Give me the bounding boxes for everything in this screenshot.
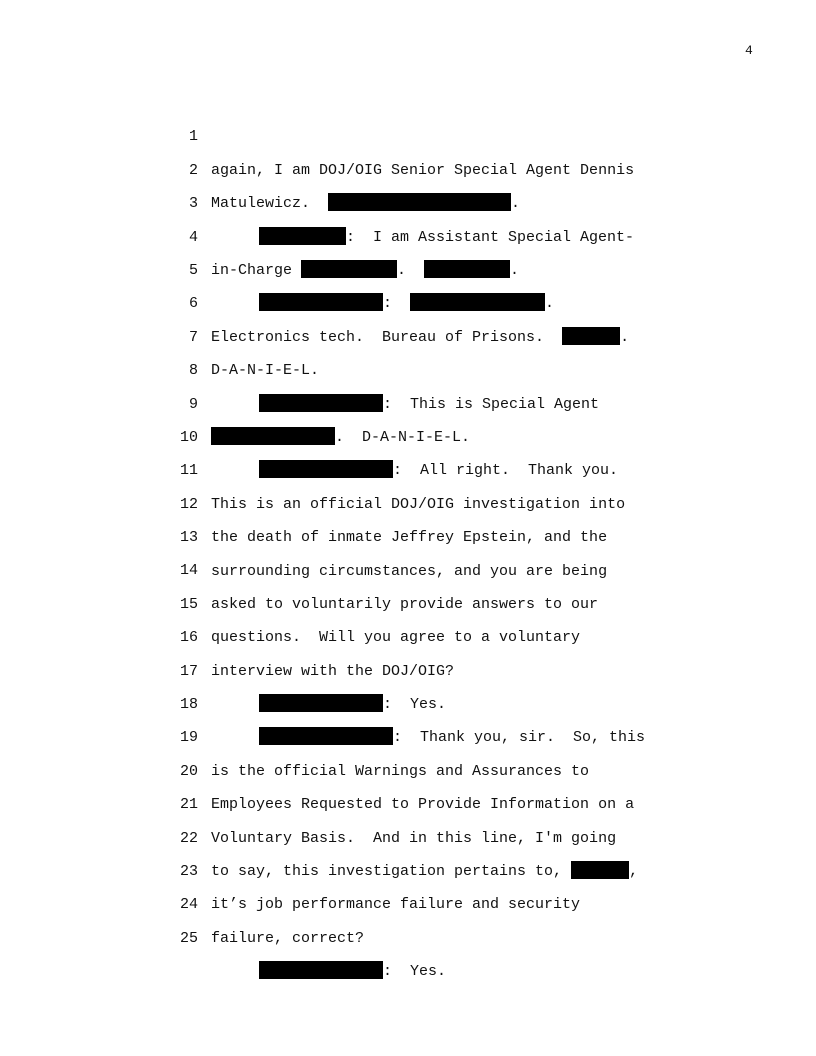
text-segment: : Yes. [383, 963, 447, 981]
line-number: 2 [188, 161, 198, 179]
text-segment: . [510, 261, 520, 279]
line-number: 6 [188, 295, 198, 313]
text-segment: : [383, 295, 411, 313]
line-text [211, 922, 364, 955]
text-segment: . [545, 295, 555, 313]
line-number: 7 [188, 328, 198, 346]
text-segment: Electronics tech. Bureau of Prisons. [211, 328, 563, 346]
text-segment: : Yes. [383, 696, 447, 714]
line-number: 17 [179, 662, 198, 680]
text-segment: questions. Will you agree to a voluntary [211, 629, 581, 647]
line-number: 12 [179, 495, 198, 513]
line-number: 20 [179, 762, 198, 780]
line-number: 21 [179, 796, 198, 814]
text-segment: . [620, 328, 630, 346]
text-segment: surrounding circumstances, and you are being [211, 562, 608, 580]
redaction-bar [259, 961, 383, 979]
line-number: 1 [188, 128, 198, 146]
text-segment: in-Charge [211, 261, 302, 279]
line-number: 24 [179, 896, 198, 914]
line-number: 25 [179, 929, 198, 947]
text-segment: the death of inmate Jeffrey Epstein, and the [211, 529, 608, 547]
text-segment: interview with the DOJ/OIG? [211, 662, 455, 680]
text-segment: . D-A-N-I-E-L. [335, 428, 471, 446]
text-segment: : This is Special Agent [383, 395, 600, 413]
transcript-body [170, 87, 690, 981]
text-segment: Matulewicz. [211, 195, 329, 213]
text-segment: Employees Requested to Provide Information on a [211, 796, 635, 814]
line-number: 15 [179, 595, 198, 613]
text-segment: to say, this investigation pertains to, [211, 863, 572, 881]
text-segment: failure, correct? [211, 929, 365, 947]
text-segment: Voluntary Basis. And in this line, I'm going [211, 829, 617, 847]
line-number: 4 [188, 228, 198, 246]
line-number: 22 [179, 829, 198, 847]
text-segment: , [629, 863, 639, 881]
line-number: 10 [179, 428, 198, 446]
page-number: 4 [745, 43, 753, 58]
text-segment: : All right. Thank you. [393, 462, 619, 480]
text-segment: : Thank you, sir. So, this [393, 729, 646, 747]
text-segment: again, I am DOJ/OIG Senior Special Agent Dennis [211, 161, 635, 179]
line-text [211, 955, 446, 988]
text-segment: it’s job performance failure and security [211, 896, 581, 914]
text-segment: is the official Warnings and Assurances to [211, 762, 590, 780]
line-number: 14 [179, 562, 198, 580]
text-segment: : I am Assistant Special Agent- [346, 228, 635, 246]
text-segment: D-A-N-I-E-L. [211, 362, 320, 380]
line-number: 9 [188, 395, 198, 413]
line-number: 11 [179, 462, 198, 480]
text-segment: . [397, 261, 425, 279]
text-segment: . [511, 195, 521, 213]
text-segment: asked to voluntarily provide answers to our [211, 595, 599, 613]
line-number: 23 [179, 863, 198, 880]
line-number: 5 [188, 261, 198, 279]
line-number: 16 [179, 629, 198, 647]
transcript-line [170, 254, 690, 346]
line-number: 19 [179, 729, 198, 747]
text-segment: This is an official DOJ/OIG investigation into [211, 495, 626, 513]
line-number: 18 [179, 696, 198, 714]
line-number: 8 [188, 362, 198, 380]
transcript-line [170, 87, 690, 179]
line-number: 3 [188, 195, 198, 213]
line-number: 13 [179, 529, 198, 547]
